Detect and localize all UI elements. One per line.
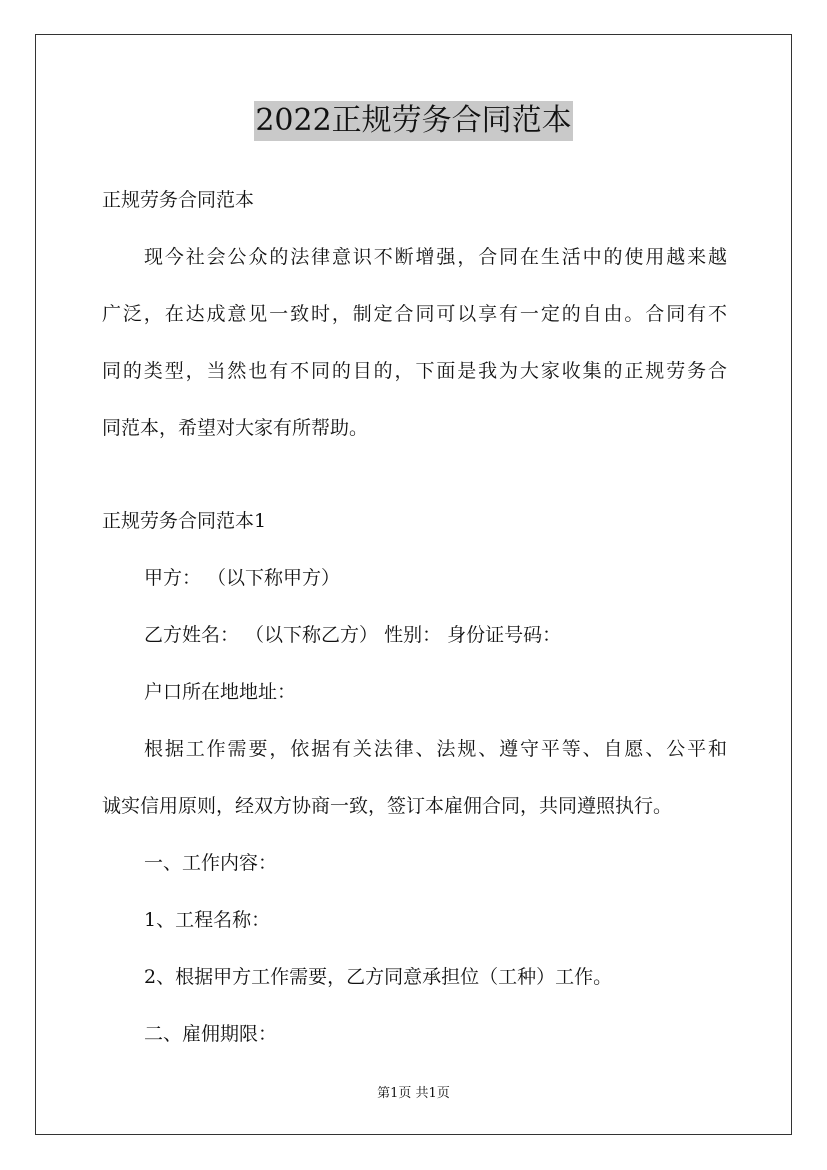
paragraph-gap [102,457,727,493]
document-title: 2022正规劳务合同范本 [254,101,572,141]
item-1-1: 1、工程名称： [144,909,271,931]
document-body [102,172,727,1063]
intro-line-1: 现今社会公众的法律意识不断增强，合同在生活中的使用越来越 [144,246,727,268]
document-subtitle: 正规劳务合同范本 [102,189,255,211]
party-a-line: 甲方： （以下称甲方） [144,567,341,589]
address-line: 户口所在地地址： [144,681,297,703]
intro-line-4: 同范本，希望对大家有所帮助。 [102,417,369,439]
item-2-heading: 二、雇佣期限： [144,1023,278,1045]
intro-line-2: 广泛，在达成意见一致时，制定合同可以享有一定的自由。合同有不 [102,303,727,325]
page-footer: 第1页 共1页 [377,1086,450,1101]
title-container [0,101,827,141]
basis-line-2: 诚实信用原则，经双方协商一致，签订本雇佣合同，共同遵照执行。 [102,795,673,817]
item-1-2: 2、根据甲方工作需要，乙方同意承担位（工种）工作。 [144,966,613,988]
basis-line-1: 根据工作需要，依据有关法律、法规、遵守平等、自愿、公平和 [144,738,727,760]
section-heading: 正规劳务合同范本1 [102,510,267,532]
item-1-heading: 一、工作内容： [144,852,278,874]
intro-line-3: 同的类型，当然也有不同的目的，下面是我为大家收集的正规劳务合 [102,360,727,382]
party-b-line: 乙方姓名： （以下称乙方） 性别： 身份证号码： [144,624,562,646]
